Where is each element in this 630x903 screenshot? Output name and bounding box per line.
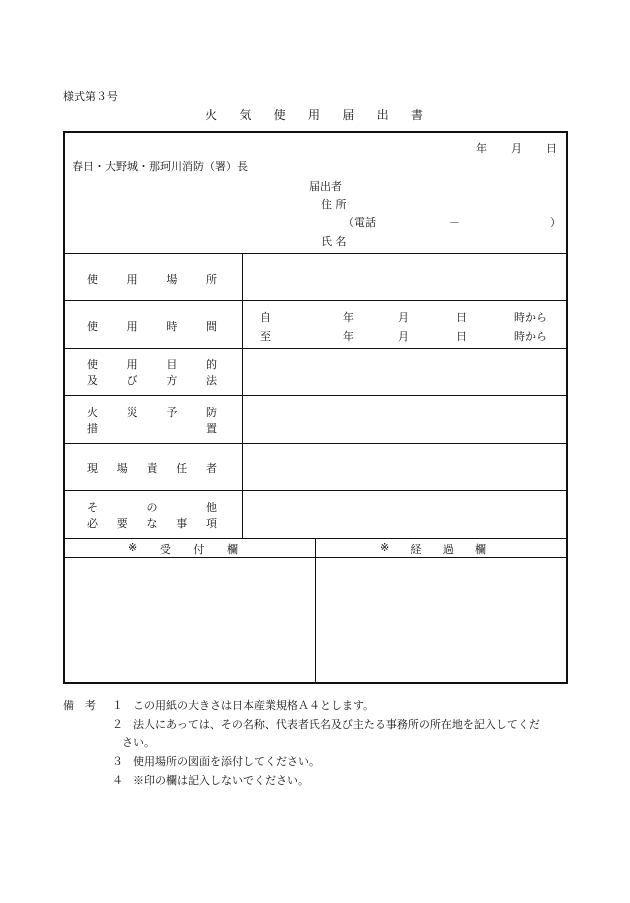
reception-field — [65, 559, 313, 682]
note-text: この用紙の大きさは日本産業規格Ａ４とします。 — [133, 699, 375, 712]
row-divider — [63, 490, 568, 491]
site-supervisor-field[interactable] — [244, 445, 566, 489]
label-column-divider — [242, 253, 243, 538]
use-place-field[interactable] — [244, 255, 566, 299]
row-divider — [63, 348, 568, 349]
time-to-hour: 時から — [514, 330, 547, 343]
time-from-label: 自 — [260, 311, 271, 324]
time-from-hour: 時から — [514, 311, 547, 324]
other-label: そ の 他 — [87, 501, 217, 514]
time-from-month: 月 — [398, 311, 409, 324]
time-to-year: 年 — [343, 330, 354, 343]
row-divider — [63, 253, 568, 254]
note-number: ２ — [112, 718, 123, 731]
other-field[interactable] — [244, 492, 566, 536]
notes-label: 備 考 — [63, 699, 96, 712]
date-month-label: 月 — [511, 142, 522, 155]
applicant-label: 届出者 — [309, 180, 342, 193]
phone-close: ） — [550, 216, 561, 229]
row-divider — [63, 443, 568, 444]
addressee: 春日・大野城・那珂川消防（署）長 — [72, 160, 248, 173]
reception-header: ※ 受 付 欄 — [128, 541, 238, 556]
note-text: 法人にあっては、その名称、代表者氏名及び主たる事務所の所在地を記入してくだ — [133, 718, 540, 731]
note-text: 使用場所の図面を添付してください。 — [133, 755, 320, 768]
time-to-month: 月 — [398, 330, 409, 343]
bottom-column-divider — [315, 538, 316, 684]
row-divider — [63, 395, 568, 396]
note-number: ４ — [112, 774, 123, 787]
time-to-day: 日 — [456, 330, 467, 343]
fire-prevention-label: 火 災 予 防 — [87, 406, 217, 419]
note-number: １ — [112, 699, 123, 712]
other-items-label: 必 要 な 事 項 — [87, 517, 217, 530]
name-label: 氏 名 — [321, 235, 347, 248]
use-place-label: 使 用 場 所 — [87, 273, 217, 286]
phone-label: （電話 — [343, 216, 376, 229]
fire-prevention-field[interactable] — [244, 397, 566, 441]
phone-dash: － — [449, 216, 460, 229]
time-to-label: 至 — [260, 330, 271, 343]
site-supervisor-label: 現 場 責 任 者 — [87, 462, 217, 475]
note-text: ※印の欄は記入しないでください。 — [133, 774, 309, 787]
measures-label: 措 置 — [87, 422, 217, 435]
address-label: 住 所 — [321, 198, 347, 211]
purpose-field[interactable] — [244, 350, 566, 394]
time-from-day: 日 — [456, 311, 467, 324]
method-label: 及 び 方 法 — [87, 374, 217, 387]
note-number: ３ — [112, 755, 123, 768]
progress-field — [317, 559, 566, 682]
row-divider — [63, 300, 568, 301]
note-text-continued: さい。 — [122, 736, 155, 749]
progress-header: ※ 経 過 欄 — [380, 541, 486, 556]
form-number: 様式第３号 — [63, 90, 118, 103]
date-day-label: 日 — [546, 142, 557, 155]
date-year-label: 年 — [476, 142, 487, 155]
use-time-label: 使 用 時 間 — [87, 320, 217, 333]
purpose-label: 使 用 目 的 — [87, 358, 217, 371]
form-title: 火 気 使 用 届 出 書 — [205, 108, 423, 122]
time-from-year: 年 — [343, 311, 354, 324]
